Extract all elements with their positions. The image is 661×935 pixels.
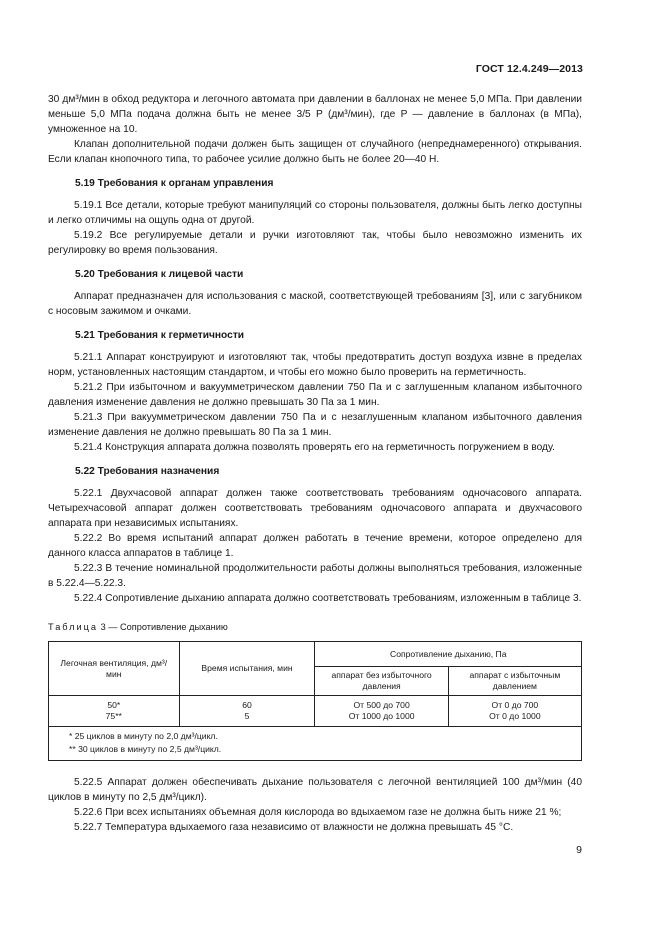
paragraph-5-22-1: 5.22.1 Двухчасовой аппарат должен также соответствовать требованиям одночасового аппарата. Четырехчасовой аппарат должен соответствовать требованиям одночасового аппарата и двухчасового аппарата при независимых испытаниях. xyxy=(48,488,582,529)
table-cell: 75** xyxy=(105,711,122,721)
table-note: ** 30 циклов в минуту по 2,5 дм³/цикл. xyxy=(69,744,222,754)
section-title-5-22: 5.22 Требования назначения xyxy=(75,466,220,477)
section-title-5-19: 5.19 Требования к органам управления xyxy=(75,178,274,189)
table-cell: От 1000 до 1000 xyxy=(348,711,415,721)
paragraph-valve: Клапан дополнительной подачи должен быть защищен от случайного (непреднамеренного) открывания. Если клапан кнопочного типа, то рабочее усилие должно быть не более 20—40 Н. xyxy=(48,139,582,165)
section-title-5-20: 5.20 Требования к лицевой части xyxy=(75,269,244,280)
table-cell: 50* xyxy=(107,700,121,710)
table-cell: 60 xyxy=(242,700,252,710)
cell-ventilation xyxy=(49,696,180,727)
table-caption-word: Таблица xyxy=(48,622,99,632)
paragraph-5-19-1: 5.19.1 Все детали, которые требуют манипуляций со стороны пользователя, должны быть легко доступны и легко отличимы на ощупь одна от другой. xyxy=(48,200,582,226)
paragraph-5-22-2: 5.22.2 Во время испытаний аппарат должен работать в течение времени, которое определено для данного класса аппаратов в таблице 1. xyxy=(48,533,582,559)
cell-with-overpressure xyxy=(448,696,581,727)
table-cell: От 0 до 1000 xyxy=(489,711,541,721)
table-caption xyxy=(48,620,582,635)
paragraph-5-21-1: 5.21.1 Аппарат конструируют и изготовляют так, чтобы предотвратить доступ воздуха извне в пределах норм, установленных настоящим стандартом, и чтобы его можно было проверить на герметичность. xyxy=(48,352,582,378)
header-resistance: Сопротивление дыханию, Па xyxy=(315,642,582,667)
paragraph-5-22-4: 5.22.4 Сопротивление дыханию аппарата должно соответствовать требованиям, изложенным в таблице 3. xyxy=(74,593,582,604)
cell-without-overpressure xyxy=(315,696,448,727)
cell-time xyxy=(179,696,315,727)
paragraph-5-19-2: 5.19.2 Все регулируемые детали и ручки изготовляют так, чтобы было невозможно изменить их регулировку во время пользования. xyxy=(48,230,582,256)
paragraph-continuation: 30 дм³/мин в обход редуктора и легочного автомата при давлении в баллонах не менее 5,0 МПа. При давлении меньше 5,0 МПа подача должна быть не менее 3/5 P (дм³/мин), где P — давление в баллонах (в МПа), умноженное на 10. xyxy=(48,94,582,135)
standard-header: ГОСТ 12.4.249—2013 xyxy=(475,63,583,75)
table-notes xyxy=(49,727,582,761)
resistance-table xyxy=(48,641,582,761)
paragraph-5-22-6: 5.22.6 При всех испытаниях объемная доля кислорода во вдыхаемом газе не должна быть ниже 21 %; xyxy=(74,807,562,818)
paragraph-5-21-3: 5.21.3 При вакуумметрическом давлении 750 Па и с незаглушенным клапаном избыточного давления изменение давления не должно превышать 80 Па за 1 мин. xyxy=(48,412,582,438)
table-caption-title: 3 — Сопротивление дыханию xyxy=(100,622,228,632)
paragraph-5-20: Аппарат предназначен для использования с маской, соответствующей требованиям [3], или с загубником с носовым зажимом и очками. xyxy=(48,291,582,317)
table-cell: От 0 до 700 xyxy=(491,700,539,710)
section-title-5-21: 5.21 Требования к герметичности xyxy=(75,330,245,341)
document-body xyxy=(48,92,582,835)
paragraph-5-21-2: 5.21.2 При избыточном и вакуумметрическом давлении 750 Па и с заглушенным клапаном избыточного давления изменение давления не должно превышать 30 Па за 1 мин. xyxy=(48,382,582,408)
header-without-overpressure: аппарат без избыточного давления xyxy=(315,667,448,696)
header-time: Время испытания, мин xyxy=(179,642,315,696)
paragraph-5-22-7: 5.22.7 Температура вдыхаемого газа независимо от влажности не должна превышать 45 °С. xyxy=(74,822,514,833)
paragraph-5-21-4: 5.21.4 Конструкция аппарата должна позволять проверять его на герметичность погружением в воду. xyxy=(74,442,555,453)
table-cell: 5 xyxy=(244,711,250,721)
paragraph-5-22-3: 5.22.3 В течение номинальной продолжительности работы должны выполняться требования, изложенные в 5.22.4—5.22.3. xyxy=(48,563,582,589)
paragraph-5-22-5: 5.22.5 Аппарат должен обеспечивать дыхание пользователя с легочной вентиляцией 100 дм³/мин (40 циклов в минуту по 2,5 дм³/цикл). xyxy=(48,777,582,803)
table-note: * 25 циклов в минуту по 2,0 дм³/цикл. xyxy=(69,731,218,741)
header-with-overpressure: аппарат с избыточным давлением xyxy=(448,667,581,696)
page-number: 9 xyxy=(576,844,582,856)
table-cell: От 500 до 700 xyxy=(353,700,410,710)
header-ventilation: Легочная вентиляция, дм³/мин xyxy=(49,642,180,696)
